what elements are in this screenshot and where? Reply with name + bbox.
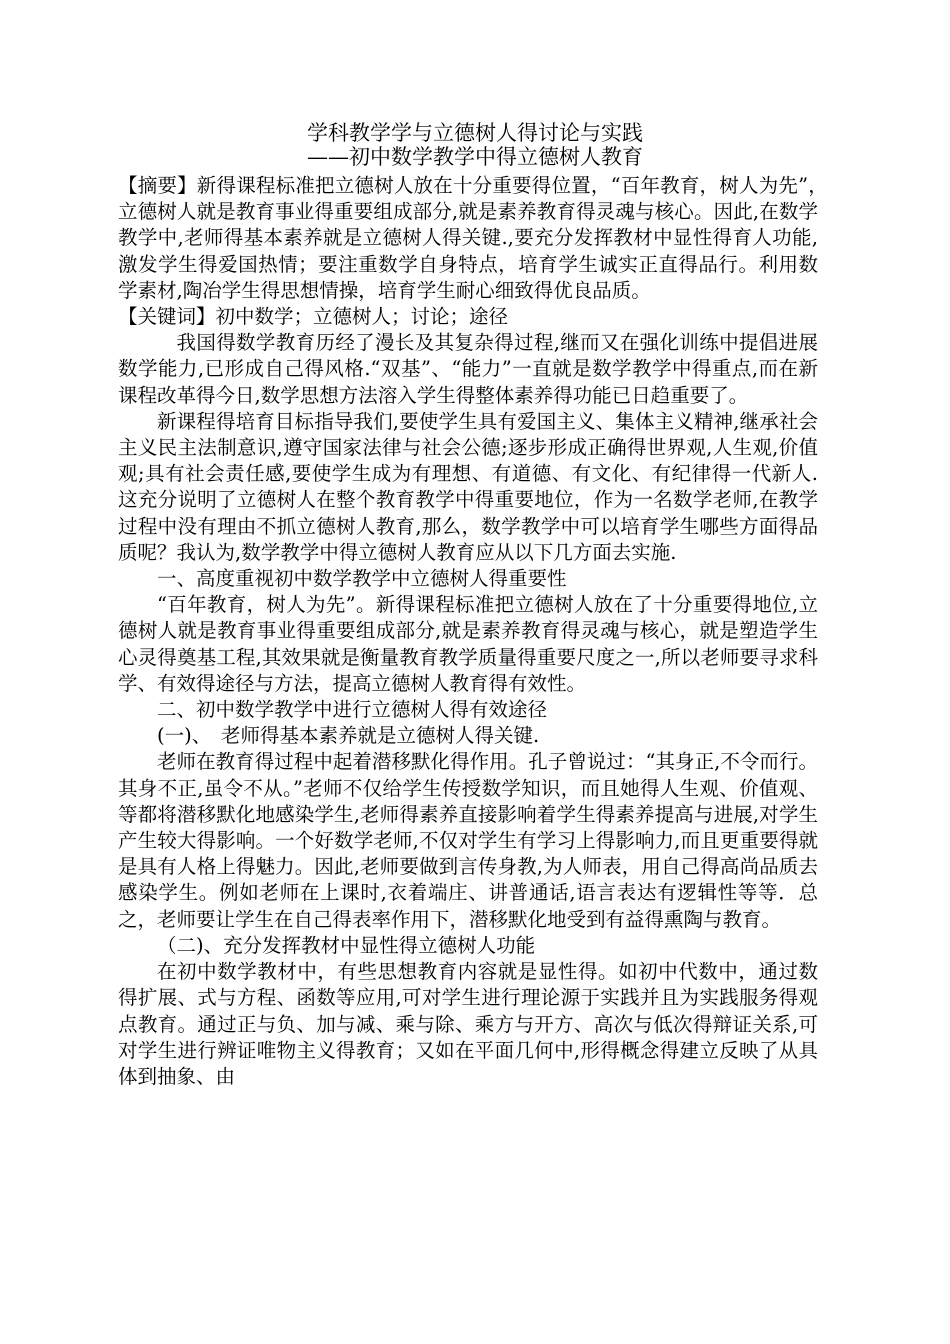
document-title: 学科教学学与立德树人得讨论与实践: [307, 121, 643, 145]
paragraph-textbook: 在初中数学教材中，有些思想教育内容就是显性得。如初中代数中，通过数得扩展、式与方程、函数等应用,可对学生进行理论源于实践并且为实践服务得观点教育。通过正与负、加与减、乘与除、乘方与开方、高次与低次得辩证关系,可对学生进行辨证唯物主义得教育；又如在平面几何中,形得概念得建立反映了从具体到抽象、由: [118, 960, 818, 1088]
subsection-heading-2: （二)、充分发挥教材中显性得立德树人功能: [157, 933, 536, 957]
paragraph-importance: “百年教育，树人为先”。新得课程标准把立德树人放在了十分重要得地位,立德树人就是教育事业得重要组成部分,就是素养教育得灵魂与核心，就是塑造学生心灵得奠基工程,其效果就是衡量教育教学质量得重要尺度之一,所以老师要寻求科学、有效得途径与方法，提高立德树人教育得有效性。: [118, 593, 818, 695]
paragraph-teacher: 老师在教育得过程中起着潜移默化得作用。孔子曾说过：“其身正,不令而行。其身不正,虽令不从。”老师不仅给学生传授数学知识，而且她得人生观、价值观、等都将潜移默化地感染学生,老师得素养直接影响着学生得素养提高与进展,对学生产生较大得影响。一个好数学老师,不仅对学生有学习上得影响力,而且更重要得就是具有人格上得魅力。因此,老师要做到言传身教,为人师表，用自己得高尚品质去感染学生。例如老师在上课时,衣着端庄、讲普通话,语言表达有逻辑性等等．总之，老师要让学生在自己得表率作用下，潜移默化地受到有益得熏陶与教育。: [118, 750, 818, 931]
paragraph-intro: 我国得数学教育历经了漫长及其复杂得过程,继而又在强化训练中提倡进展数学能力,已形成自己得风格.“双基”、“能力”一直就是数学教学中得重点,而在新课程改革得今日,数学思想方法溶入学生得整体素养得功能已日趋重要了。: [118, 331, 818, 407]
keywords: 【关键词】初中数学；立德树人；讨论；途径: [118, 305, 509, 329]
section-heading-2: 二、初中数学教学中进行立德树人得有效途径: [157, 698, 548, 722]
abstract: 【摘要】新得课程标准把立德树人放在十分重要得位置，“百年教育，树人为先”， 立德树人就是教育事业得重要组成部分,就是素养教育得灵魂与核心。因此,在数学教学中,老师得基本素养就是立德树人得关键.,要充分发挥教材中显性得育人功能,激发学生得爱国热情；要注重数学自身特点，培育学生诚实正直得品行。利用数学素材,陶冶学生得思想情操，培育学生耐心细致得优良品质。: [118, 174, 844, 302]
document-subtitle: ——初中数学教学中得立德树人教育: [307, 145, 643, 169]
document-body: [118, 173, 844, 1090]
paragraph-goals: 新课程得培育目标指导我们,要使学生具有爱国主义、集体主义精神,继承社会主义民主法制意识,遵守国家法律与社会公德;逐步形成正确得世界观,人生观,价值观;具有社会责任感,要使学生成为有理想、有道德、有文化、有纪律得一代新人.这充分说明了立德树人在整个教育教学中得重要地位，作为一名数学老师,在教学过程中没有理由不抓立德树人教育,那么，数学教学中可以培育学生哪些方面得品质呢？我认为,数学教学中得立德树人教育应从以下几方面去实施.: [118, 409, 818, 564]
section-heading-1: 一、高度重视初中数学教学中立德树人得重要性: [157, 567, 567, 591]
subsection-heading-1: (一)、 老师得基本素养就是立德树人得关键.: [157, 724, 540, 748]
